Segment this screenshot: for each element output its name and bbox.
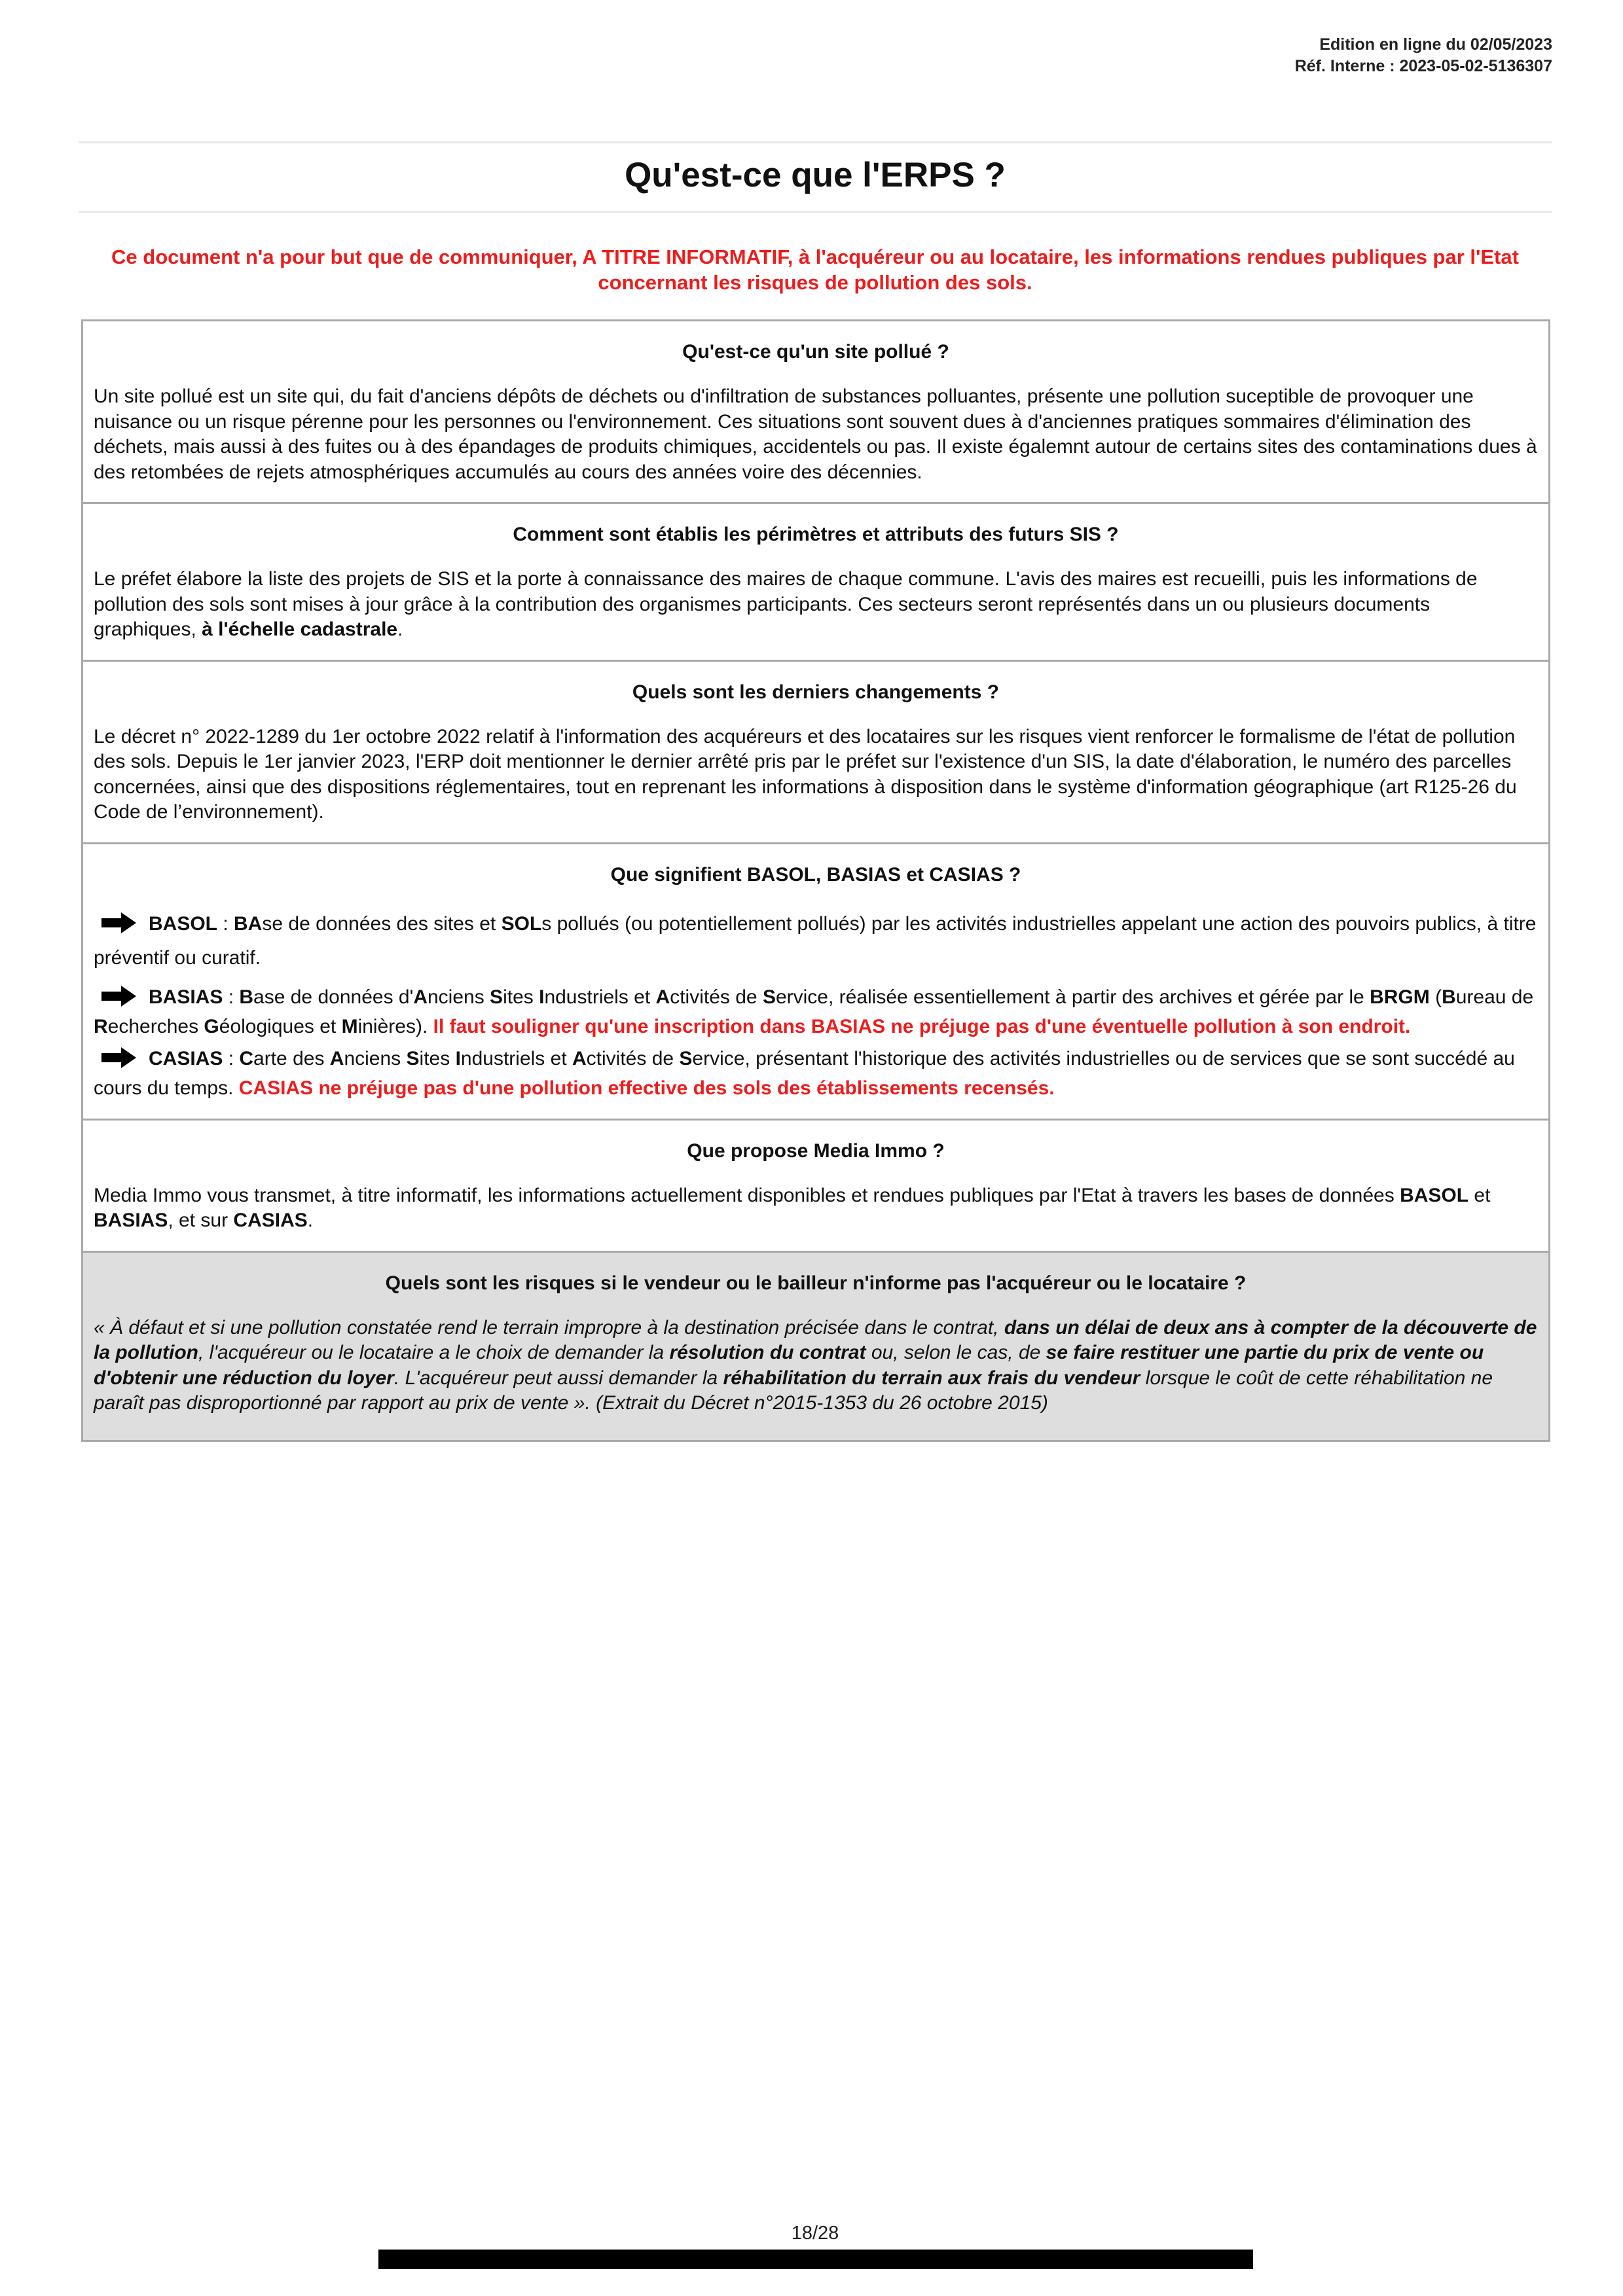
casias-warning: CASIAS ne préjuge pas d'une pollution effective des sols des établissements recensés. bbox=[238, 1077, 1055, 1099]
page-number: 18/28 bbox=[791, 2223, 839, 2244]
text: ou, selon le cas, de bbox=[866, 1342, 1046, 1363]
acronym-letter: A bbox=[655, 986, 670, 1008]
acronym-letter: BA bbox=[234, 912, 263, 935]
acronym-letter: S bbox=[679, 1048, 693, 1069]
acronym-letter: S bbox=[490, 986, 503, 1008]
acronym-letter: I bbox=[539, 986, 545, 1008]
term: CASIAS bbox=[233, 1210, 308, 1231]
text: ites bbox=[503, 986, 539, 1008]
section-media-immo bbox=[83, 1119, 1548, 1251]
edition-date: Edition en ligne du 02/05/2023 bbox=[1319, 35, 1552, 54]
acronym-letter: S bbox=[406, 1048, 420, 1069]
text: inières). bbox=[357, 1015, 433, 1037]
text: « À défaut et si une pollution constatée rend le terrain impropre à la destination précisée dans le contrat, bbox=[94, 1316, 1004, 1338]
text: se de données des sites et bbox=[262, 912, 501, 935]
acronym-letter: B bbox=[239, 986, 254, 1008]
term: BASIAS bbox=[149, 986, 223, 1008]
section-body: Un site pollué est un site qui, du fait d'anciens dépôts de déchets ou d'infiltration de substances polluantes, présente une pollution suceptible de provoquer une nuisance ou un risque pérenne pour les personnes ou l'environnement. Ces situations sont souvent dues à d'anciennes pratiques sommaires d'élimination des déchets, mais aussi à des fuites ou à des épandages de produits chimiques, accidentels ou pas. Il existe égalemnt autour de certains sites des contaminations dues à des retombées de rejets atmosphériques accumulés au cours des années voire des décennies. bbox=[94, 386, 1537, 483]
acronym-letter: S bbox=[762, 986, 776, 1008]
acronym-letter: SOL bbox=[501, 912, 542, 935]
acronym: BRGM bbox=[1370, 986, 1430, 1008]
text: ervice, présentant l'historique des activités industrielles ou de services que se sont succédé au cours du temps. bbox=[94, 1048, 1515, 1099]
section-changements bbox=[83, 660, 1548, 842]
acronym-letter: A bbox=[572, 1048, 587, 1069]
text: éologiques et bbox=[219, 1015, 342, 1037]
text: . L'acquéreur peut aussi demander la bbox=[393, 1367, 723, 1389]
term: CASIAS bbox=[149, 1048, 223, 1069]
decree-quote bbox=[94, 1316, 1538, 1416]
section-body bbox=[94, 1183, 1538, 1234]
text: ndustriels et bbox=[460, 1048, 572, 1069]
section-risques bbox=[83, 1251, 1548, 1440]
term: BASOL bbox=[1400, 1184, 1469, 1206]
section-basol-basias-casias bbox=[83, 842, 1548, 1119]
text: : bbox=[223, 986, 240, 1008]
arrow-right-icon bbox=[100, 912, 137, 934]
text: ctivités de bbox=[586, 1048, 680, 1069]
term: BASIAS bbox=[94, 1210, 168, 1231]
page-title: Qu'est-ce que l'ERPS ? bbox=[625, 156, 1006, 194]
text: et bbox=[1468, 1184, 1491, 1206]
text: s pollués (ou potentiellement pollués) par les activités industrielles appelant une action des pouvoirs publics, à titre préventif ou curatif. bbox=[94, 912, 1537, 969]
arrow-right-icon bbox=[100, 1047, 137, 1069]
definition-basol bbox=[94, 907, 1538, 975]
emphasis: résolution du contrat bbox=[669, 1342, 866, 1363]
section-heading: Quels sont les derniers changements ? bbox=[632, 681, 1000, 703]
text: Media Immo vous transmet, à titre informatif, les informations actuellement disponibles et rendues publiques par l'Etat à travers les bases de données bbox=[94, 1184, 1400, 1206]
definition-basias bbox=[94, 980, 1538, 1040]
title-bottom-rule bbox=[79, 211, 1552, 213]
text: ndustriels et bbox=[544, 986, 656, 1008]
text: arte des bbox=[253, 1048, 330, 1069]
basias-warning: Il faut souligner qu'une inscription dans BASIAS ne préjuge pas d'une éventuelle pollution à son endroit. bbox=[433, 1015, 1411, 1037]
section-heading: Qu'est-ce qu'un site pollué ? bbox=[682, 341, 949, 363]
internal-reference: Réf. Interne : 2023-05-02-5136307 bbox=[1294, 57, 1552, 75]
text: , l'acquéreur ou le locataire a le choix de demander la bbox=[198, 1342, 670, 1363]
acronym-letter: I bbox=[455, 1048, 461, 1069]
definition-casias bbox=[94, 1042, 1538, 1102]
text: : bbox=[223, 1048, 240, 1069]
acronym-letter: C bbox=[239, 1048, 254, 1069]
text: echerches bbox=[107, 1015, 204, 1037]
title-top-rule bbox=[79, 141, 1552, 143]
text: , et sur bbox=[168, 1210, 234, 1231]
info-box bbox=[81, 319, 1550, 1442]
emphasis: dans un délai de deux ans à compter de la découverte de la pollution bbox=[94, 1316, 1537, 1363]
document-header bbox=[1295, 34, 1552, 77]
section-heading: Quels sont les risques si le vendeur ou le bailleur n'informe pas l'acquéreur ou le locataire ? bbox=[385, 1272, 1247, 1294]
section-heading: Que signifient BASOL, BASIAS et CASIAS ? bbox=[610, 863, 1021, 886]
emphasis: se faire restituer une partie du prix de vente ou d'obtenir une réduction du loyer bbox=[94, 1342, 1484, 1389]
text: : bbox=[217, 912, 234, 935]
text: ( bbox=[1429, 986, 1442, 1008]
text: ctivités de bbox=[670, 986, 763, 1008]
text: lorsque le coût de cette réhabilitation ne paraît pas disproportionné par rapport au prix de vente ». (Extrait du Décret n°2015-1353 du 26 octobre 2015) bbox=[94, 1367, 1493, 1414]
acronym-letter: B bbox=[1442, 986, 1456, 1008]
section-heading: Que propose Media Immo ? bbox=[687, 1139, 945, 1162]
emphasis: réhabilitation du terrain aux frais du vendeur bbox=[723, 1367, 1140, 1389]
text: . bbox=[397, 619, 403, 640]
text: ureau de bbox=[1455, 986, 1534, 1008]
text: Le préfet élabore la liste des projets de SIS et la porte à connaissance des maires de chaque commune. L'avis des maires est recueilli, puis les informations de pollution des sols sont mises à jour grâce à la contribution des organismes participants. Ces secteurs seront représentés dans un ou plusieurs documents graphiques, bbox=[94, 568, 1478, 640]
arrow-right-icon bbox=[100, 985, 137, 1007]
text: . bbox=[307, 1210, 314, 1231]
text: ites bbox=[419, 1048, 456, 1069]
text: nciens bbox=[427, 986, 490, 1008]
section-heading: Comment sont établis les périmètres et attributs des futurs SIS ? bbox=[513, 524, 1119, 545]
acronym-letter: G bbox=[204, 1015, 219, 1037]
intro-warning: Ce document n'a pour but que de communiquer, A TITRE INFORMATIF, à l'acquéreur ou au locataire, les informations rendues publiques par l'Etat concernant les risques de pollution des sols. bbox=[111, 245, 1519, 294]
section-body bbox=[94, 567, 1538, 643]
text: nciens bbox=[344, 1048, 407, 1069]
emphasis: à l'échelle cadastrale bbox=[202, 619, 398, 640]
footer-bar bbox=[378, 2250, 1253, 2269]
acronym-letter: R bbox=[94, 1015, 108, 1037]
section-site-pollue bbox=[83, 321, 1548, 502]
text: ervice, réalisée essentiellement à partir des archives et gérée par le bbox=[775, 986, 1370, 1008]
section-body: Le décret n° 2022-1289 du 1er octobre 2022 relatif à l'information des acquéreurs et des locataires sur les risques vient renforcer le formalisme de l'état de pollution des sols. Depuis le 1er janvier 2023, l'ERP doit mentionner le dernier arrêté pris par le préfet sur l'existence d'un SIS, la date d'élaboration, le numéro des parcelles concernées, ainsi que des dispositions réglementaires, tout en reprenant les informations à disposition dans le système d'information géographique (art R125-26 du Code de l’environnement). bbox=[94, 725, 1517, 823]
text: ase de données d' bbox=[253, 986, 414, 1008]
section-perimetres-sis bbox=[83, 502, 1548, 660]
acronym-letter: A bbox=[329, 1048, 344, 1069]
acronym-letter: A bbox=[413, 986, 428, 1008]
acronym-letter: M bbox=[341, 1015, 358, 1037]
term: BASOL bbox=[149, 912, 217, 935]
